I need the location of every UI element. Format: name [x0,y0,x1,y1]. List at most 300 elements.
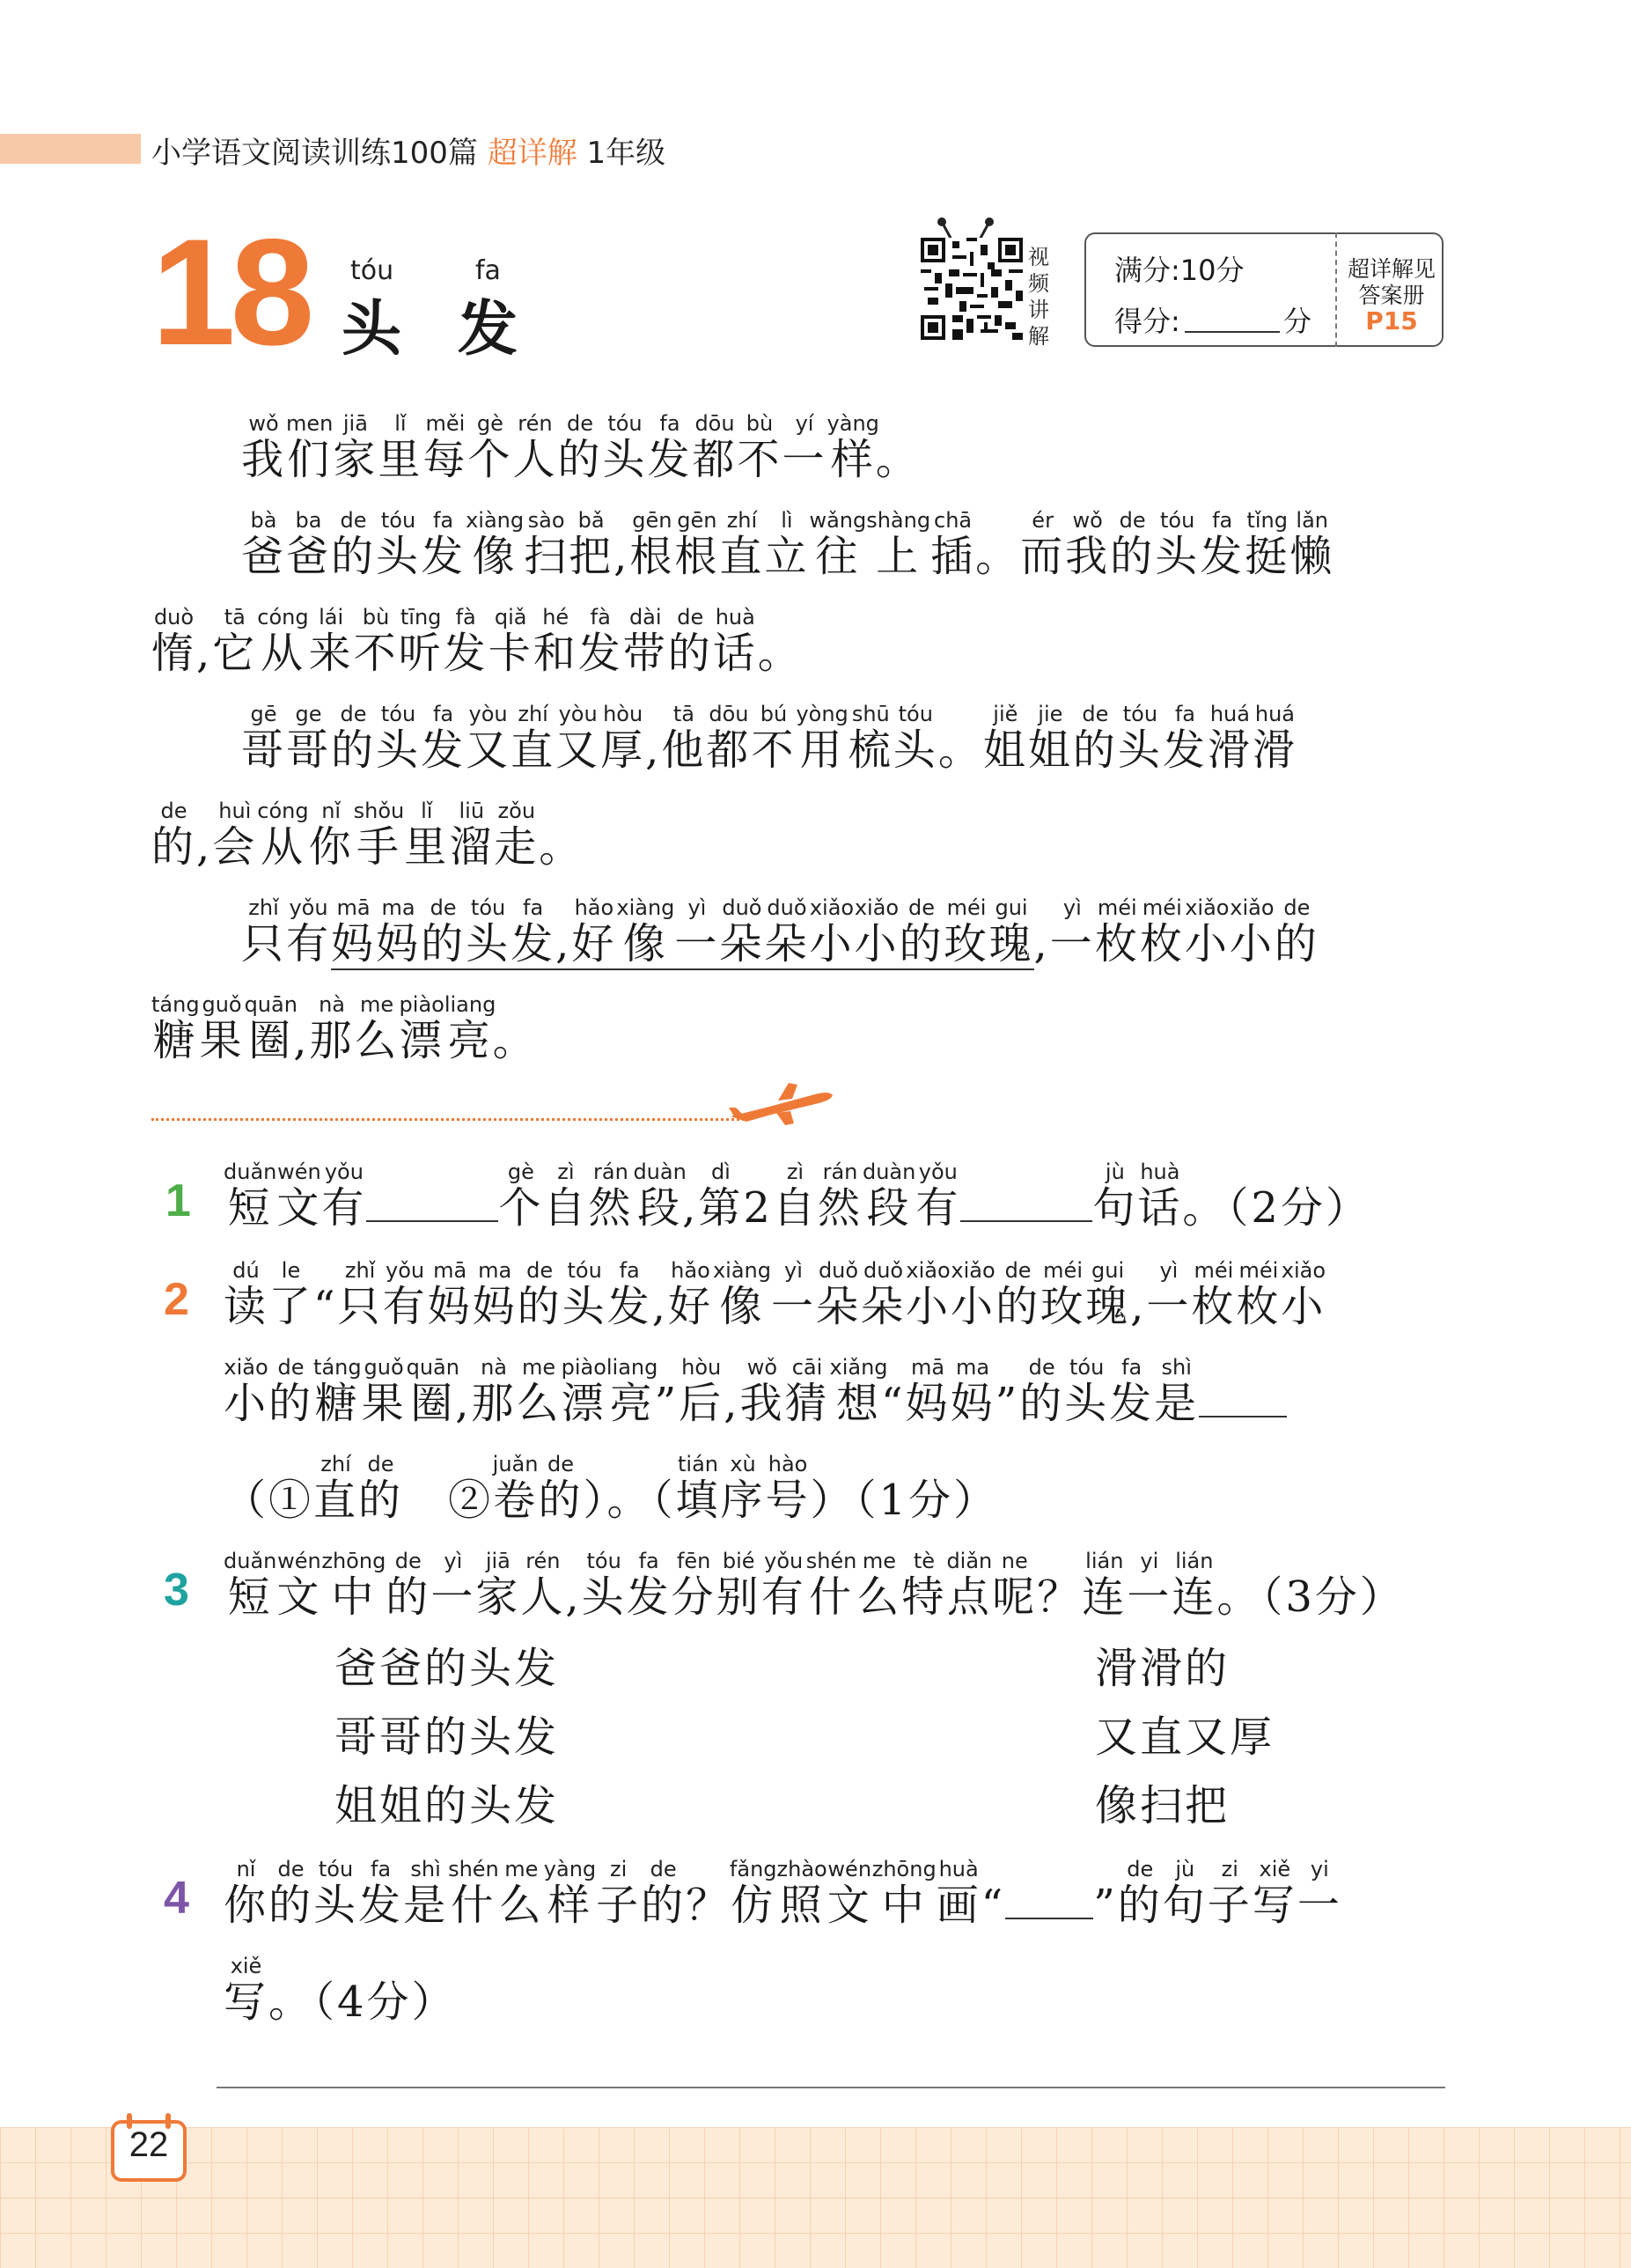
hanzi-with-pinyin: 的de [1019,1355,1065,1428]
punctuation: ” [995,1379,1020,1428]
punctuation: “ [881,1379,906,1428]
hanzi-with-pinyin: 从cóng [257,799,309,872]
hanzi-with-pinyin: 发fa [1200,508,1245,581]
hanzi-with-pinyin: 一yì [1146,1258,1192,1331]
hanzi-with-pinyin: 段duàn [862,1160,916,1233]
hanzi-with-pinyin: 头tóu [313,1857,359,1930]
book-title: 小学语文阅读训练100篇 [151,136,478,171]
hanzi-with-pinyin: 像xiàng [616,895,675,968]
hanzi-with-pinyin: 枚méi [1139,895,1185,968]
hanzi-with-pinyin: 梳shū [848,702,893,775]
passage-line [151,992,538,1065]
book-highlight: 超详解 [487,136,577,171]
hanzi-with-pinyin: 子zi [1207,1857,1253,1930]
hanzi-with-pinyin: 分fēn [671,1549,716,1622]
hanzi-with-pinyin: 妈mā [905,1355,951,1428]
hanzi-with-pinyin: 来lái [308,605,354,678]
hanzi-with-pinyin: 把bǎ [569,508,614,581]
hanzi-with-pinyin: 姐jiě [982,702,1028,775]
hanzi-with-pinyin: 溜liū [449,799,495,872]
hanzi-with-pinyin: 有yǒu [382,1258,428,1331]
hanzi-with-pinyin: 的de [1072,702,1118,775]
hanzi-with-pinyin: 仿fǎng [729,1857,777,1930]
hanzi-with-pinyin: 人rén [520,1549,566,1622]
page-number: 22 [129,2125,169,2164]
title-pinyin-1: tóu [350,255,394,286]
hanzi-with-pinyin: 有yǒu [286,895,332,968]
hanzi-with-pinyin: 的de [995,1258,1041,1331]
punctuation: ② [403,1476,494,1525]
punctuation: 。 [539,822,584,872]
hanzi-with-pinyin: 发fa [511,895,556,968]
punctuation: 。（4分） [268,1977,457,2027]
hanzi-with-pinyin: 发fa [1109,1355,1155,1428]
hanzi-with-pinyin: 一yi [1297,1857,1342,1930]
hanzi-with-pinyin: 那nà [309,992,355,1065]
hanzi-with-pinyin: 亮liang [444,992,496,1065]
qr-label-1: 视 [1028,245,1049,269]
hanzi-with-pinyin: 好hǎo [571,895,617,968]
hanzi-with-pinyin: 猜cāi [784,1355,830,1428]
answer-hint-1: 超详解见 [1347,256,1436,282]
punctuation: ？ [1037,1572,1083,1622]
hanzi-with-pinyin: 后hòu [679,1355,724,1428]
hanzi-with-pinyin: 懒lǎn [1289,508,1335,581]
hanzi-with-pinyin: 的de [538,1452,584,1525]
hanzi-with-pinyin: 子zi [596,1857,642,1930]
hanzi-with-pinyin: 小xiǎo [809,895,855,968]
hanzi-with-pinyin: 话huà [712,605,758,678]
hanzi-with-pinyin: 用yòng [796,702,849,775]
hanzi-with-pinyin: 连lián [1082,1549,1128,1622]
hanzi-with-pinyin: 么me [856,1549,902,1622]
hanzi-with-pinyin: 枚méi [1094,895,1140,968]
hanzi-with-pinyin: 头tóu [602,411,648,484]
hanzi-with-pinyin: 朵duǒ [719,895,765,968]
hanzi-with-pinyin: 不bù [353,605,399,678]
hanzi-with-pinyin: 号hào [765,1452,811,1525]
hanzi-with-pinyin: 文wén [276,1549,322,1622]
hanzi-with-pinyin: 一yi [1127,1549,1172,1622]
hanzi-with-pinyin: 短duǎn [224,1549,277,1622]
hanzi-with-pinyin: 好hǎo [667,1258,713,1331]
footer-grid [0,2127,1631,2268]
hanzi-with-pinyin: 听tīng [398,605,444,678]
hanzi-with-pinyin: 插chā [930,508,976,581]
hanzi-with-pinyin: 的de [331,702,377,775]
hanzi-with-pinyin: 滑huá [1207,702,1253,775]
hanzi-with-pinyin: 妈ma [376,895,422,968]
hanzi-with-pinyin: 了le [268,1258,314,1331]
answer-page: P15 [1365,306,1418,335]
hanzi-with-pinyin: 们men [286,411,334,484]
hanzi-with-pinyin: 写xiě [1252,1857,1297,1930]
hanzi-with-pinyin: 从cóng [257,605,309,678]
section-divider [151,1118,750,1121]
hanzi-with-pinyin: 照zhào [776,1857,827,1930]
hanzi-with-pinyin: 手shǒu [353,799,405,872]
match-left-3[interactable]: 姐姐的头发 [334,1781,560,1830]
punctuation: 。 [1182,1183,1228,1233]
hanzi-with-pinyin: 有yǒu [321,1160,367,1233]
punctuation: , [682,1183,699,1233]
hanzi-with-pinyin: 头tóu [562,1258,607,1331]
book-header [151,129,665,172]
passage-line [241,895,1319,968]
punctuation: , [293,1016,310,1065]
hanzi-with-pinyin: 头tóu [1155,508,1201,581]
hanzi-with-pinyin: 不bù [737,411,782,484]
punctuation: , [1033,919,1050,968]
punctuation: , [651,1282,668,1331]
qr-label-3: 讲 [1028,298,1049,322]
hanzi-with-pinyin: 小xiǎo [951,1258,996,1331]
qr-label-2: 频 [1028,271,1049,296]
punctuation: , [196,822,213,872]
hanzi-with-pinyin: 圈quān [244,992,298,1065]
hanzi-with-pinyin: 头tóu [466,895,511,968]
hanzi-with-pinyin: 中zhōng [871,1857,937,1930]
punctuation: 。 [757,629,803,678]
hanzi-with-pinyin: 自zì [772,1160,818,1233]
passage-line [241,508,1335,581]
hanzi-with-pinyin: 直zhí [511,702,556,775]
hanzi-with-pinyin: 漂piào [561,1355,606,1428]
punctuation: , [724,1379,740,1428]
q1-blank-1[interactable] [366,1185,498,1222]
hanzi-with-pinyin: 个gè [498,1160,544,1233]
hanzi-with-pinyin: 段duàn [633,1160,687,1233]
question-2-line-1 [224,1258,1326,1331]
hanzi-with-pinyin: 朵duǒ [764,895,810,968]
hanzi-with-pinyin: 发fà [577,605,623,678]
hanzi-with-pinyin: 什shén [805,1549,857,1622]
hanzi-with-pinyin: 写xiě [224,1954,269,2027]
hanzi-with-pinyin: 你nǐ [224,1857,269,1930]
hanzi-with-pinyin: 句jù [1162,1857,1208,1930]
hanzi-with-pinyin: 挺tǐng [1245,508,1290,581]
hanzi-with-pinyin: 枚méi [1191,1258,1237,1331]
score-unit: 分 [1283,305,1312,338]
punctuation: , [455,1379,472,1428]
hanzi-with-pinyin: 头tóu [376,702,422,775]
full-score: 满分:10分 [1114,254,1245,287]
passage-line [151,605,803,678]
hanzi-with-pinyin: 么me [516,1355,562,1428]
match-right-3[interactable]: 像扫把 [1095,1781,1231,1830]
question-4-line-2 [224,1954,457,2027]
lesson-number: 18 [151,208,310,377]
match-right-2[interactable]: 又直又厚 [1095,1712,1275,1762]
hanzi-with-pinyin: 爸bà [241,508,287,581]
hanzi-with-pinyin: 的de [421,895,467,968]
hanzi-with-pinyin: 头tóu [1064,1355,1110,1428]
hanzi-with-pinyin: 小xiǎo [1229,895,1275,968]
punctuation: , [196,629,213,678]
hanzi-with-pinyin: 句jù [1092,1160,1138,1233]
title-char-2: 发 [458,295,518,364]
punctuation: , [613,532,630,581]
punctuation: , [1130,1282,1147,1331]
punctuation: , [645,725,662,775]
hanzi-with-pinyin: 带dài [622,605,668,678]
match-left-1[interactable]: 爸爸的头发 [334,1644,560,1693]
hanzi-with-pinyin: 我wǒ [241,411,287,484]
punctuation: ）（1分） [810,1476,999,1525]
hanzi-with-pinyin: 玫méi [944,895,989,968]
hanzi-with-pinyin: 的de [1274,895,1319,968]
hanzi-with-pinyin: 发fa [358,1857,404,1930]
punctuation: 。（3分） [1216,1572,1405,1622]
punctuation: “ [981,1881,1006,1930]
hanzi-with-pinyin: 的de [557,411,603,484]
punctuation: 2 [743,1183,773,1233]
hanzi-with-pinyin: 妈ma [950,1355,995,1428]
underlined-sentence [331,895,1034,970]
question-4-number: 4 [164,1873,189,1924]
hanzi-with-pinyin: 果guǒ [361,1355,407,1428]
hanzi-with-pinyin: 一yì [674,895,720,968]
hanzi-with-pinyin: 呢ne [992,1549,1038,1622]
question-2-number: 2 [164,1274,189,1325]
hanzi-with-pinyin: 直zhí [313,1452,359,1525]
hanzi-with-pinyin: 又yòu [466,702,511,775]
hanzi-with-pinyin: 我wǒ [1065,508,1111,581]
hanzi-with-pinyin: 惰duò [151,605,197,678]
hanzi-with-pinyin: 话huà [1137,1160,1183,1233]
hanzi-with-pinyin: 不bú [751,702,797,775]
hanzi-with-pinyin: 自zì [543,1160,589,1233]
hanzi-with-pinyin: 一yì [770,1258,816,1331]
hanzi-with-pinyin: 头tóu [893,702,938,775]
question-1-text [224,1160,1370,1233]
punctuation: 。 [875,435,921,484]
hanzi-with-pinyin: 都dōu [692,411,738,484]
hanzi-with-pinyin: 然rán [817,1160,863,1233]
hanzi-with-pinyin: 画huà [936,1857,981,1930]
hanzi-with-pinyin: 发fa [647,411,693,484]
hanzi-with-pinyin: 那nà [471,1355,517,1428]
hanzi-with-pinyin: 哥gē [241,702,287,775]
qr-label-4: 解 [1028,324,1049,349]
hanzi-with-pinyin: 发fa [421,508,467,581]
hanzi-with-pinyin: 果guǒ [199,992,245,1065]
hanzi-with-pinyin: 妈mā [427,1258,473,1331]
hanzi-with-pinyin: 中zhōng [321,1549,386,1622]
hanzi-with-pinyin: 的de [331,508,377,581]
hanzi-with-pinyin: 上shàng [866,508,931,581]
match-left-2[interactable]: 哥哥的头发 [334,1712,560,1762]
hanzi-with-pinyin: 枚méi [1236,1258,1282,1331]
hanzi-with-pinyin: 连lián [1172,1549,1217,1622]
hanzi-with-pinyin: 第dì [698,1160,744,1233]
hanzi-with-pinyin: 会huì [212,799,258,872]
hanzi-with-pinyin: 序xù [720,1452,766,1525]
hanzi-with-pinyin: 的de [899,895,944,968]
hanzi-with-pinyin: 样yàng [827,411,879,484]
hanzi-with-pinyin: 玫méi [1040,1258,1086,1331]
hanzi-with-pinyin: 糖táng [151,992,200,1065]
hanzi-with-pinyin: 扫sào [524,508,569,581]
hanzi-with-pinyin: 然rán [588,1160,634,1233]
hanzi-with-pinyin: 发fa [606,1258,652,1331]
punctuation: “ [313,1282,338,1331]
q4-underline-sample [1005,1882,1093,1919]
hanzi-with-pinyin: 卡qiǎ [488,605,533,678]
hanzi-with-pinyin: 亮liang [606,1355,658,1428]
question-3-line-1 [224,1549,1405,1622]
question-2-line-3 [224,1452,999,1525]
answer-hint-2: 答案册 [1358,283,1425,308]
punctuation: , [565,1572,582,1622]
hanzi-with-pinyin: 妈ma [472,1258,518,1331]
hanzi-with-pinyin: 小xiǎo [1281,1258,1326,1331]
hanzi-with-pinyin: 往wǎng [809,508,867,581]
hanzi-with-pinyin: 你nǐ [308,799,354,872]
q1-blank-2[interactable] [960,1185,1092,1222]
title-char-1: 头 [342,295,402,364]
hanzi-with-pinyin: 发fa [1162,702,1208,775]
hanzi-with-pinyin: 么me [498,1857,544,1930]
question-4-line-1 [224,1857,1342,1930]
hanzi-with-pinyin: 哥ge [286,702,332,775]
hanzi-with-pinyin: 特tè [901,1549,947,1622]
punctuation: 。 [492,1016,538,1065]
hanzi-with-pinyin: 小xiǎo [854,895,900,968]
score-label: 得分: [1114,305,1180,338]
match-right-1[interactable]: 滑滑的 [1095,1644,1231,1693]
hanzi-with-pinyin: 是shì [403,1857,449,1930]
punctuation: （① [224,1476,314,1525]
question-2-line-2 [224,1355,1287,1428]
hanzi-with-pinyin: 的de [641,1857,687,1930]
question-1-number: 1 [165,1175,191,1226]
hanzi-with-pinyin: 立lì [764,508,810,581]
hanzi-with-pinyin: 家jiā [475,1549,521,1622]
q2-blank[interactable] [1199,1381,1287,1418]
hanzi-with-pinyin: 的de [268,1857,314,1930]
hanzi-with-pinyin: 头tóu [376,508,422,581]
hanzi-with-pinyin: 糖táng [313,1355,362,1428]
hanzi-with-pinyin: 发fa [626,1549,672,1622]
hanzi-with-pinyin: 和hé [533,605,578,678]
hanzi-with-pinyin: 个gè [467,411,513,484]
hanzi-with-pinyin: 文wén [276,1160,322,1233]
q1-score: （2分） [1227,1183,1370,1233]
hanzi-with-pinyin: 家jiā [333,411,378,484]
book-grade: 1年级 [586,136,666,171]
hanzi-with-pinyin: 瑰gui [988,895,1034,968]
header-accent-bar [0,134,141,164]
hanzi-with-pinyin: 点diǎn [946,1549,993,1622]
hanzi-with-pinyin: 瑰gui [1085,1258,1131,1331]
hanzi-with-pinyin: 的de [1117,1857,1163,1930]
hanzi-with-pinyin: 像xiàng [712,1258,771,1331]
qr-code-icon[interactable] [921,238,1023,340]
punctuation: ？ [686,1881,731,1930]
airplane-icon [727,1078,836,1127]
hanzi-with-pinyin: 一yì [1049,895,1095,968]
hanzi-with-pinyin: 小xiǎo [1184,895,1230,968]
hanzi-with-pinyin: 走zǒu [494,799,540,872]
punctuation: 。 [975,532,1021,581]
punctuation: ” [1093,1881,1118,1930]
score-divider [1335,232,1337,347]
hanzi-with-pinyin: 的de [517,1258,562,1331]
hanzi-with-pinyin: 文wén [827,1857,872,1930]
hanzi-with-pinyin: 我wǒ [739,1355,785,1428]
question-3-number: 3 [164,1565,189,1616]
hanzi-with-pinyin: 厚hòu [600,702,646,775]
hanzi-with-pinyin: 根gēn [674,508,720,581]
hanzi-with-pinyin: 像xiàng [466,508,525,581]
hanzi-with-pinyin: 爸ba [286,508,332,581]
score-blank[interactable] [1185,331,1280,333]
hanzi-with-pinyin: 小xiǎo [906,1258,951,1331]
punctuation: ）。（ [583,1476,676,1525]
hanzi-with-pinyin: 填tián [675,1452,721,1525]
punctuation: , [555,919,572,968]
hanzi-with-pinyin: 的de [386,1549,431,1622]
hanzi-with-pinyin: 是shì [1154,1355,1200,1428]
hanzi-with-pinyin: 头tóu [1117,702,1163,775]
hanzi-with-pinyin: 漂piào [399,992,444,1065]
hanzi-with-pinyin: 别bié [716,1549,761,1622]
hanzi-with-pinyin: 有yǒu [760,1549,806,1622]
hanzi-with-pinyin: 的de [151,799,197,872]
hanzi-with-pinyin: 只zhǐ [241,895,287,968]
hanzi-with-pinyin: 有yǒu [915,1160,961,1233]
hanzi-with-pinyin: 每měi [422,411,468,484]
hanzi-with-pinyin: 的de [268,1355,314,1428]
hanzi-with-pinyin: 圈quān [406,1355,459,1428]
title-pinyin-2: fa [475,255,501,286]
hanzi-with-pinyin: 根gēn [629,508,675,581]
hanzi-with-pinyin: 的de [358,1452,404,1525]
hanzi-with-pinyin: 一yí [782,411,827,484]
hanzi-with-pinyin: 朵duǒ [861,1258,907,1331]
hanzi-with-pinyin: 都dōu [706,702,752,775]
passage-line [151,799,584,872]
hanzi-with-pinyin: 朵duǒ [816,1258,862,1331]
hanzi-with-pinyin: 想xiǎng [829,1355,888,1428]
hanzi-with-pinyin: 发fa [421,702,467,775]
punctuation: 。 [937,725,983,775]
hanzi-with-pinyin: 么me [354,992,400,1065]
hanzi-with-pinyin: 它tā [212,605,258,678]
hanzi-with-pinyin: 读dú [224,1258,269,1331]
hanzi-with-pinyin: 的de [1110,508,1156,581]
punctuation: ” [654,1379,680,1428]
hanzi-with-pinyin: 里lǐ [404,799,450,872]
hanzi-with-pinyin: 样yàng [543,1857,597,1930]
hanzi-with-pinyin: 什shén [448,1857,499,1930]
hanzi-with-pinyin: 小xiǎo [224,1355,269,1428]
hanzi-with-pinyin: 只zhǐ [337,1258,383,1331]
passage-line [241,702,1297,775]
hanzi-with-pinyin: 一yì [430,1549,476,1622]
hanzi-with-pinyin: 短duǎn [224,1160,277,1233]
hanzi-with-pinyin: 发fà [443,605,489,678]
hanzi-with-pinyin: 他tā [661,702,707,775]
hanzi-with-pinyin: 姐jie [1027,702,1073,775]
hanzi-with-pinyin: 妈mā [331,895,377,968]
hanzi-with-pinyin: 的de [667,605,713,678]
hanzi-with-pinyin: 人rén [512,411,558,484]
hanzi-with-pinyin: 又yòu [555,702,601,775]
hanzi-with-pinyin: 滑huá [1252,702,1297,775]
hanzi-with-pinyin: 而ér [1020,508,1066,581]
